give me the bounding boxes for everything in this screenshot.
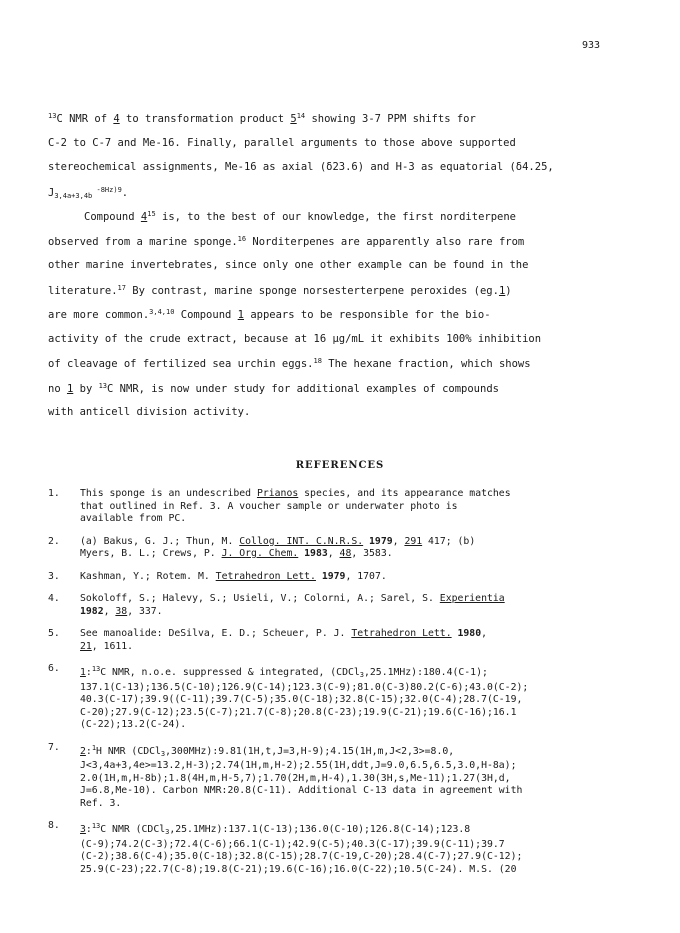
text: showing 3-7 PPM shifts for [305, 113, 476, 125]
journal-name: Experientia [439, 593, 505, 604]
reference-line [80, 548, 644, 561]
volume: 21 [80, 640, 92, 652]
paragraph-2-line-9: with anticell division activity. [48, 406, 251, 418]
text: Norditerpenes are apparently also rare from [246, 235, 525, 248]
reference-text [80, 742, 644, 811]
text: , 1707. [345, 570, 387, 582]
text: , [481, 628, 488, 639]
reference-text [80, 628, 644, 653]
reference-text [80, 593, 644, 618]
superscript: 1 [91, 743, 97, 752]
text: See manoalide: DeSilva, E. D.; Scheuer, P. J. [80, 628, 352, 639]
reference-line: 137.1(C-13);136.5(C-10);126.9(C-14);123.3(C-9);81.0(C-3)80.2(C-6);43.0(C-2); [80, 681, 529, 693]
reference-number: 3. [48, 570, 60, 582]
text: , 337. [127, 605, 163, 617]
text: ,25.1MHz):180.4(C-1); [364, 667, 488, 678]
volume: 48 [339, 548, 352, 559]
text: literature. [48, 284, 118, 297]
year: 1979 [363, 535, 393, 547]
reference-item [48, 571, 644, 584]
reference-line: (C-2);38.6(C-4);35.0(C-18);32.8(C-15);28.7(C-19,C-20);28.4(C-7);27.9(C-12); [80, 851, 523, 862]
reference-line: (C-22);13.2(C-24). [80, 719, 187, 730]
journal-name: Collog. INT. C.N.R.S. [239, 535, 364, 547]
paragraph-1-line-2: C-2 to C-7 and Me-16. Finally, parallel arguments to those above supported [48, 136, 516, 149]
superscript: 13 [48, 112, 57, 120]
reference-text [80, 820, 644, 876]
reference-line [80, 536, 644, 549]
page-number: 933 [581, 40, 600, 51]
text: ,25.1MHz):137.1(C-13);136.0(C-10);126.8(C-14);123.8 [169, 824, 471, 835]
superscript: -8Hz) [92, 185, 118, 194]
citation-superscript: 3,4,10 [149, 308, 175, 316]
text: C NMR (CDCl [100, 824, 166, 835]
text: are more common. [48, 309, 150, 321]
subscript: 3 [160, 749, 166, 758]
reference-line: J<3,4a+3,4e>=13.2,H-3);2.74(1H,m,H-2);2.55(1H,ddt,J=9.0,6.5,6.5,3.0,H-8a); [80, 760, 517, 771]
reference-line: J=6.8,Me-10). Carbon NMR:20.8(C-11). Additional C-13 data in agreement with [80, 785, 523, 796]
reference-number: 2. [48, 535, 60, 547]
compound-ref: 4 [113, 113, 120, 125]
paragraph-2-line-4 [48, 284, 618, 309]
text: By contrast, marine sponge norsesterterpene peroxides (eg. [125, 284, 499, 297]
text: of cleavage of fertilized sea urchin eggs. [48, 358, 314, 370]
subscript: 3,4a+3,4b [54, 191, 93, 200]
compound-ref: 5 [290, 113, 297, 125]
text: , 1611. [91, 640, 134, 652]
text: Kashman, Y.; Rotem. M. [80, 570, 216, 582]
text: (a) Bakus, G. J.; Thun, M. [80, 535, 240, 547]
references-heading: REFERENCES [295, 460, 385, 471]
subscript: 3 [359, 671, 364, 679]
text: 417; (b) [422, 535, 476, 547]
reference-line [80, 742, 644, 761]
reference-line [80, 663, 644, 682]
text: to transformation product [119, 113, 291, 125]
reference-text [80, 571, 644, 584]
journal-name: Tetrahedron Lett. [351, 628, 452, 639]
superscript: 13 [91, 665, 101, 673]
compound-ref: 1 [237, 309, 244, 321]
reference-item [48, 628, 644, 653]
text: appears to be responsible for the bio- [244, 309, 491, 321]
text: , 3583. [351, 548, 393, 559]
text: species, and its appearance matches [298, 488, 511, 499]
text: . [121, 186, 129, 199]
text: no [48, 382, 67, 395]
paragraph-2-line-3: other marine invertebrates, since only one other example can be found in the [48, 259, 529, 271]
reference-item [48, 593, 644, 618]
subscript: 3 [165, 828, 170, 836]
text: ) [505, 284, 512, 297]
citation-superscript: 14 [296, 112, 306, 120]
paragraph-2-line-8 [48, 382, 618, 407]
reference-item [48, 742, 644, 811]
genus-name: Prianos [256, 488, 299, 499]
compound-ref: 1 [66, 382, 74, 395]
reference-line [80, 571, 644, 584]
reference-line: available from PC. [80, 513, 187, 524]
text: , [103, 605, 116, 617]
paragraph-2-line-6: activity of the crude extract, because at 16 μg/mL it exhibits 100% inhibition [48, 332, 542, 345]
superscript: 13 [98, 381, 108, 390]
reference-number: 1. [48, 488, 60, 499]
reference-text [80, 536, 644, 561]
year: 1983 [298, 548, 328, 559]
reference-line [80, 606, 644, 619]
reference-line: (C-9);74.2(C-3);72.4(C-6);66.1(C-1);42.9(C-5);40.3(C-17);39.9(C-11);39.7 [80, 838, 505, 850]
reference-item [48, 820, 644, 876]
compound-ref: 4 [140, 211, 148, 223]
references-list [48, 488, 644, 886]
text: This sponge is an undescribed [80, 488, 257, 499]
reference-item [48, 663, 644, 732]
text: C NMR, is now under study for additional examples of compounds [107, 382, 499, 395]
text: C NMR of [56, 113, 114, 125]
citation-superscript: 17 [117, 283, 126, 292]
text: The hexane fraction, which shows [321, 358, 531, 370]
citation-superscript: 9 [117, 185, 122, 194]
reference-number: 4. [48, 593, 60, 604]
text: by [73, 382, 99, 395]
reference-item [48, 488, 644, 526]
reference-item [48, 536, 644, 561]
citation-superscript: 16 [237, 234, 247, 243]
volume: 38 [115, 605, 128, 617]
reference-line [80, 628, 644, 641]
text: J [48, 186, 55, 199]
paragraph-2-line-2 [48, 235, 618, 260]
superscript: 13 [91, 822, 101, 830]
body-text [48, 112, 618, 431]
compound-ref: 2 [80, 745, 86, 757]
citation-superscript: 18 [313, 357, 322, 365]
text: ,300MHz):9.81(1H,t,J=3,H-9);4.15(1H,m,J<2,3>=8.0, [165, 745, 455, 757]
text: observed from a marine sponge. [48, 235, 238, 248]
reference-text [80, 488, 644, 526]
reference-number: 5. [48, 628, 60, 639]
compound-ref: 1 [498, 284, 506, 297]
text: , [392, 535, 405, 547]
year: 1980 [451, 628, 482, 639]
reference-line [80, 820, 644, 839]
reference-line [80, 488, 644, 501]
paragraph-1-line-4 [48, 186, 618, 211]
reference-line: that outlined in Ref. 3. A voucher sample or underwater photo is [80, 500, 458, 512]
journal-name: Tetrahedron Lett. [215, 570, 316, 582]
reference-number: 6. [48, 663, 60, 674]
compound-ref: 1 [80, 667, 86, 678]
reference-text [80, 663, 644, 732]
text: Compound [174, 309, 238, 321]
year: 1982 [80, 605, 104, 617]
text: Myers, B. L.; Crews, P. [80, 548, 222, 559]
text: Sokoloff, S.; Halevy, S.; Usieli, V.; Colorni, A.; Sarel, S. [80, 593, 440, 604]
reference-line: 25.9(C-23);22.7(C-8);19.8(C-21);19.6(C-16);16.0(C-22);10.5(C-24). M.S. (20 [80, 863, 517, 875]
volume: 291 [404, 535, 423, 547]
reference-line: 2.0(1H,m,H-8b);1.8(4H,m,H-5,7);1.70(2H,m,H-4),1.30(3H,s,Me-11);1.27(3H,d, [80, 772, 511, 784]
paragraph-1-line-3: stereochemical assignments, Me-16 as axial (δ23.6) and H-3 as equatorial (δ4.25, [48, 161, 554, 173]
text: is, to the best of our knowledge, the first norditerpene [155, 211, 516, 223]
year: 1979 [315, 570, 346, 582]
text: : [85, 824, 92, 835]
text: , [327, 548, 340, 559]
text: H NMR (CDCl [96, 745, 161, 757]
reference-line [80, 641, 644, 654]
text: : [85, 745, 92, 757]
reference-line [80, 593, 644, 606]
paragraph-2-line-5 [48, 308, 618, 333]
reference-line: C-20);27.9(C-12);23.5(C-7);21.7(C-8);20.8(C-23);19.9(C-21);19.6(C-16);16.1 [80, 706, 517, 718]
paragraph-2-line-7 [48, 357, 618, 382]
paragraph-1-line-1 [48, 112, 618, 137]
compound-ref: 3 [80, 824, 86, 835]
text: C NMR, n.o.e. suppressed & integrated, (CDCl [100, 667, 360, 678]
text: : [85, 667, 92, 678]
text: Compound [84, 211, 141, 223]
reference-number: 8. [48, 820, 60, 831]
reference-line: 40.3(C-17);39.9((C-11);39.7(C-5);35.0(C-18);32.8(C-15);32.0(C-4);28.7(C-19, [80, 694, 523, 705]
reference-number: 7. [48, 741, 60, 753]
journal-name: J. Org. Chem. [221, 548, 299, 559]
paragraph-2-line-1 [48, 210, 618, 235]
reference-line: Ref. 3. [80, 797, 122, 809]
citation-superscript: 15 [147, 210, 156, 218]
